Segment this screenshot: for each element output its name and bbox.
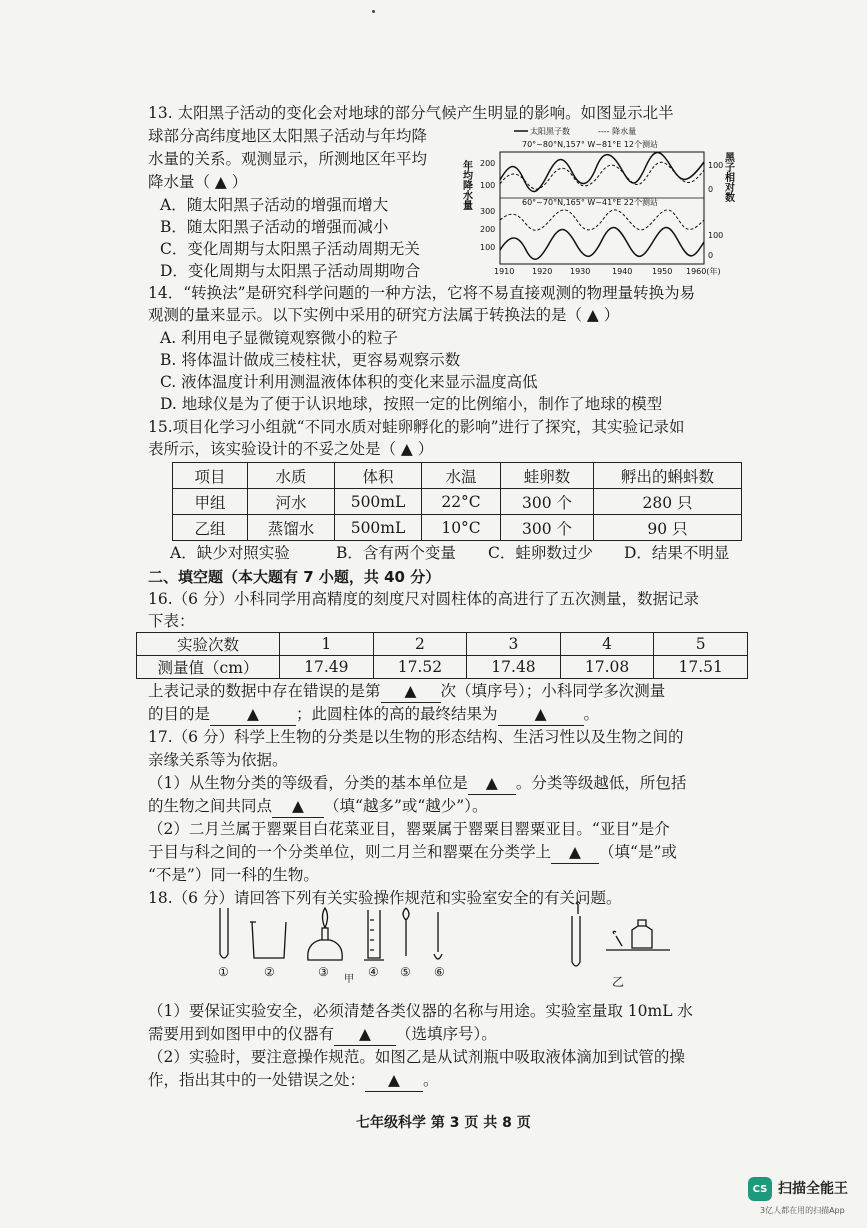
table-header-cell: 项目	[173, 463, 248, 489]
x-tick: 1950	[652, 267, 673, 276]
answer-blank[interactable]: ▲	[334, 1023, 396, 1046]
table-cell: 500mL	[335, 515, 422, 541]
q13-line-3: 水量的关系。观测显示，所测地区年平均	[148, 150, 428, 168]
dropper-b-icon	[576, 902, 580, 914]
table-cell: 17.48	[467, 656, 561, 679]
table-header-cell: 1	[280, 633, 374, 656]
left-tick: 200	[480, 225, 496, 234]
equipment-label: ①	[218, 965, 229, 979]
table-cell: 10°C	[422, 515, 501, 541]
scan-dot	[372, 10, 375, 13]
q17-part2-line-2	[148, 841, 677, 864]
table-cell: 300 个	[501, 489, 594, 515]
q13-option-c[interactable]: C．变化周期与太阳黑子活动周期无关	[160, 240, 420, 258]
table-cell: 280 只	[594, 489, 742, 515]
table-header-cell: 孵出的蝌蚪数	[594, 463, 742, 489]
q17-line-2: 亲缘关系等为依据。	[148, 751, 288, 769]
q14-option-d[interactable]: D. 地球仪是为了便于认识地球，按照一定的比例缩小，制作了地球的模型	[160, 395, 663, 413]
x-tick: 1940	[612, 267, 633, 276]
q17-text: 的生物之间共同点	[148, 797, 273, 815]
table-header-cell: 实验次数	[137, 633, 280, 656]
right-tick: 0	[708, 185, 714, 194]
right-axis-label: 黑子相对数	[722, 152, 734, 202]
table-header-cell: 体积	[335, 463, 422, 489]
answer-blank[interactable]: ▲	[210, 703, 296, 726]
answer-blank[interactable]: ▲	[468, 772, 516, 795]
table-cell: 17.08	[560, 656, 654, 679]
q14-line-2: 观测的量来显示。以下实例中采用的研究方法属于转换法的是（ ▲ ）	[148, 306, 620, 324]
camscanner-tagline: 3亿人都在用的扫描App	[760, 1206, 845, 1215]
figure-caption-b: 乙	[612, 975, 625, 989]
table-cell: 17.49	[280, 656, 374, 679]
table-header-cell: 2	[373, 633, 467, 656]
sunspot-rainfall-figure	[460, 122, 738, 282]
q13-line-4: 降水量（ ▲ ）	[148, 173, 248, 191]
q13-option-b[interactable]: B．随太阳黑子活动的增强而减小	[160, 218, 389, 236]
q17-line-1: 17.（6 分）科学上生物的分类是以生物的形态结构、生活习性以及生物之间的	[148, 728, 684, 746]
x-tick: 1960(年)	[686, 267, 721, 276]
answer-blank[interactable]: ▲	[381, 680, 441, 703]
camscanner-logo: CS	[748, 1177, 772, 1201]
table-header-cell: 3	[467, 633, 561, 656]
q14-option-a[interactable]: A. 利用电子显微镜观察微小的粒子	[160, 329, 399, 347]
table-cell: 17.52	[373, 656, 467, 679]
equipment-label: ④	[368, 965, 379, 979]
q15-option-b[interactable]: B．含有两个变量	[336, 544, 456, 562]
station-bottom-label: 60°~70°N,165° W~41°E 22个测站	[522, 198, 658, 207]
table-cell: 乙组	[173, 515, 248, 541]
q13-line-1: 13. 太阳黑子活动的变化会对地球的部分气候产生明显的影响。如图显示北半	[148, 104, 674, 122]
right-tick: 0	[708, 251, 714, 260]
table-cell: 17.51	[654, 656, 748, 679]
q18-line-1: 18.（6 分）请回答下列有关实验操作规范和实验室安全的有关问题。	[148, 889, 622, 907]
equipment-label: ③	[318, 965, 329, 979]
legend-sunspot: 太阳黑子数	[530, 127, 570, 136]
x-tick: 1920	[532, 267, 553, 276]
station-top-label: 70°~80°N,157° W~81°E 12个测站	[522, 140, 658, 149]
q17-text: （填“越多”或“越少”）。	[324, 797, 488, 815]
q18-part1-line-1: （1）要保证实验安全，必须清楚各类仪器的名称与用途。实验室量取 10mL 水	[148, 1002, 693, 1020]
right-tick: 100	[708, 161, 724, 170]
table-cell: 甲组	[173, 489, 248, 515]
left-tick: 100	[480, 181, 496, 190]
q14-option-c[interactable]: C. 液体温度计利用测温液体体积的变化来显示温度高低	[160, 373, 538, 391]
dropper-icon	[403, 908, 409, 956]
q17-text: （1）从生物分类的等级看，分类的基本单位是	[148, 774, 468, 792]
q16-text: 的目的是	[148, 705, 211, 723]
q16-text: 次（填序号）；小科同学多次测量	[440, 682, 666, 700]
q16-text: ；此圆柱体的高的最终结果为	[296, 705, 498, 723]
table-header-cell: 5	[654, 633, 748, 656]
measurement-table	[136, 632, 748, 679]
left-tick: 300	[480, 207, 496, 216]
equipment-label: ⑤	[400, 965, 411, 979]
section-title: 二、填空题（本大题有 7 小题，共 40 分）	[148, 568, 441, 586]
q14-option-b[interactable]: B. 将体温计做成三棱柱状，更容易观察示数	[160, 351, 461, 369]
q18-part2-line-1: （2）实验时，要注意操作规范。如图乙是从试剂瓶中吸取液体滴加到试管的操	[148, 1048, 685, 1066]
q13-line-2: 球部分高纬度地区太阳黑子活动与年均降	[148, 127, 428, 145]
q17-text: （填“是”或	[599, 843, 677, 861]
lab-equipment-figure	[210, 904, 680, 989]
equipment-label: ②	[264, 965, 275, 979]
q18-text: 作，指出其中的一处错误之处：	[148, 1071, 366, 1089]
q17-part1-line-1	[148, 772, 686, 795]
q15-option-c[interactable]: C．蛙卵数过少	[488, 544, 593, 562]
alcohol-lamp-icon	[308, 908, 343, 960]
frog-egg-table	[172, 462, 742, 541]
rain-curve-bottom	[500, 210, 704, 230]
q13-option-d[interactable]: D．变化周期与太阳黑子活动周期吻合	[160, 262, 421, 280]
figure-caption-a: 甲	[344, 974, 354, 985]
q17-part1-line-2	[148, 795, 487, 818]
table-cell: 测量值（cm）	[137, 656, 280, 679]
test-tube-icon	[220, 908, 228, 958]
q17-text: 于目与科之间的一个分类单位，则二月兰和罂粟在分类学上	[148, 843, 552, 861]
q16-after-line-1	[148, 680, 665, 703]
q17-text: 。分类等级越低，所包括	[515, 774, 687, 792]
table-header-cell: 蛙卵数	[501, 463, 594, 489]
x-tick: 1910	[494, 267, 515, 276]
table-header-row	[137, 633, 748, 656]
q16-text: 上表记录的数据中存在错误的是第	[148, 682, 381, 700]
q16-after-line-2	[148, 703, 599, 726]
q18-part1-line-2	[148, 1023, 497, 1046]
test-tube-b-icon	[572, 916, 580, 966]
answer-blank[interactable]: ▲	[365, 1069, 423, 1092]
legend-rain: ---- 降水量	[598, 127, 637, 136]
table-header-cell: 4	[560, 633, 654, 656]
table-header-cell: 水温	[422, 463, 501, 489]
table-cell: 22°C	[422, 489, 501, 515]
left-tick: 100	[480, 243, 496, 252]
q18-text: （选填序号）。	[396, 1025, 497, 1043]
table-row	[137, 656, 748, 679]
camscanner-name: 扫描全能王	[778, 1181, 848, 1197]
table-cell: 蒸馏水	[248, 515, 335, 541]
q15-line-1: 15.项目化学习小组就“不同水质对蛙卵孵化的影响”进行了探究，其实验记录如	[148, 418, 685, 436]
right-tick: 100	[708, 231, 724, 240]
table-row	[173, 489, 742, 515]
q18-part2-line-2	[148, 1069, 439, 1092]
table-header-row	[173, 463, 742, 489]
stirring-rod-icon	[434, 912, 442, 959]
answer-blank[interactable]: ▲	[551, 841, 599, 864]
beaker-icon	[250, 922, 286, 958]
graduated-cylinder-icon	[364, 910, 384, 960]
q18-text: 。	[423, 1071, 439, 1089]
q16-line-1: 16.（6 分）小科同学用高精度的刻度尺对圆柱体的高进行了五次测量，数据记录	[148, 590, 699, 608]
left-axis-label: 年均降水量	[460, 160, 472, 210]
q17-part2-line-1: （2）二月兰属于罂粟目白花菜亚目，罂粟属于罂粟目罂粟亚目。“亚目”是介	[148, 820, 670, 838]
table-header-cell: 水质	[248, 463, 335, 489]
q15-option-d[interactable]: D．结果不明显	[624, 544, 730, 562]
q15-option-a[interactable]: A．缺少对照实验	[170, 544, 290, 562]
table-cell: 500mL	[335, 489, 422, 515]
sunspot-curve-bottom	[500, 228, 704, 260]
rain-curve-top	[500, 162, 704, 189]
answer-blank[interactable]: ▲	[272, 795, 324, 818]
answer-blank[interactable]: ▲	[498, 703, 584, 726]
table-cell: 河水	[248, 489, 335, 515]
q16-text: 。	[583, 705, 600, 723]
q16-line-2: 下表：	[148, 612, 195, 630]
q15-line-2: 表所示，该实验设计的不妥之处是（ ▲ ）	[148, 440, 434, 458]
q14-line-1: 14．“转换法”是研究科学问题的一种方法，它将不易直接观测的物理量转换为易	[148, 284, 696, 302]
table-cell: 300 个	[501, 515, 594, 541]
q18-text: 需要用到如图甲中的仪器有	[148, 1025, 335, 1043]
left-tick: 200	[480, 159, 496, 168]
dropper-c-icon	[613, 931, 622, 946]
page-footer: 七年级科学 第 3 页 共 8 页	[356, 1115, 531, 1131]
reagent-bottle-icon	[632, 920, 652, 948]
equipment-label: ⑥	[434, 965, 445, 979]
q17-part2-line-3: “不是”）同一科的生物。	[148, 866, 319, 884]
q13-option-a[interactable]: A．随太阳黑子活动的增强而增大	[160, 196, 389, 214]
x-tick: 1930	[570, 267, 591, 276]
table-row	[173, 515, 742, 541]
table-cell: 90 只	[594, 515, 742, 541]
